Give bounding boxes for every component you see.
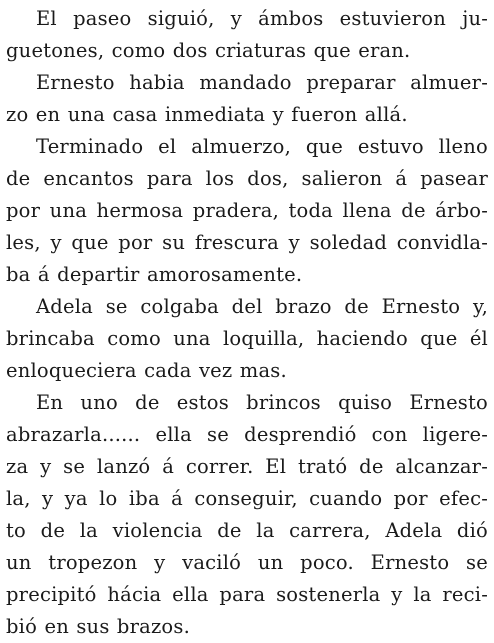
paragraph-almuerzo xyxy=(6,67,488,131)
paragraph-adela xyxy=(6,291,488,387)
text-line: precipitó hácia ella para sostenerla y la reci- xyxy=(6,583,488,606)
text-line: bió en sus brazos. xyxy=(6,615,190,638)
text-line: brincaba como una loquilla, haciendo que él xyxy=(6,327,488,350)
text-line: Adela se colgaba del brazo de Ernesto y, xyxy=(36,295,488,318)
text-line: de encantos para los dos, salieron á pasear xyxy=(6,167,488,190)
paragraph-paseo xyxy=(6,3,488,67)
text-line: Terminado el almuerzo, que estuvo lleno xyxy=(36,135,488,158)
text-line: Ernesto habia mandado preparar almuer- xyxy=(36,71,488,94)
text-line: por una hermosa pradera, toda llena de árbo- xyxy=(6,199,488,222)
text-line: En uno de estos brincos quiso Ernesto xyxy=(36,391,488,414)
paragraph-pradera xyxy=(6,131,488,291)
text-line: El paseo siguió, y ámbos estuvieron ju- xyxy=(36,7,488,30)
text-line: to de la violencia de la carrera, Adela dió xyxy=(6,519,488,542)
text-line: ba á departir amorosamente. xyxy=(6,263,303,286)
text-line: za y se lanzó á correr. El trató de alcanzar- xyxy=(6,455,488,478)
text-line: zo en una casa inmediata y fueron allá. xyxy=(6,103,408,126)
text-line: un tropezon y vaciló un poco. Ernesto se xyxy=(6,551,488,574)
paragraph-brincos xyxy=(6,387,488,643)
text-line: guetones, como dos criaturas que eran. xyxy=(6,39,411,62)
text-line: abrazarla...... ella se desprendió con ligere- xyxy=(6,423,488,446)
text-line: la, y ya lo iba á conseguir, cuando por efec- xyxy=(6,487,488,510)
text-line: enloqueciera cada vez mas. xyxy=(6,359,287,382)
text-line: les, y que por su frescura y soledad convidla- xyxy=(6,231,488,254)
